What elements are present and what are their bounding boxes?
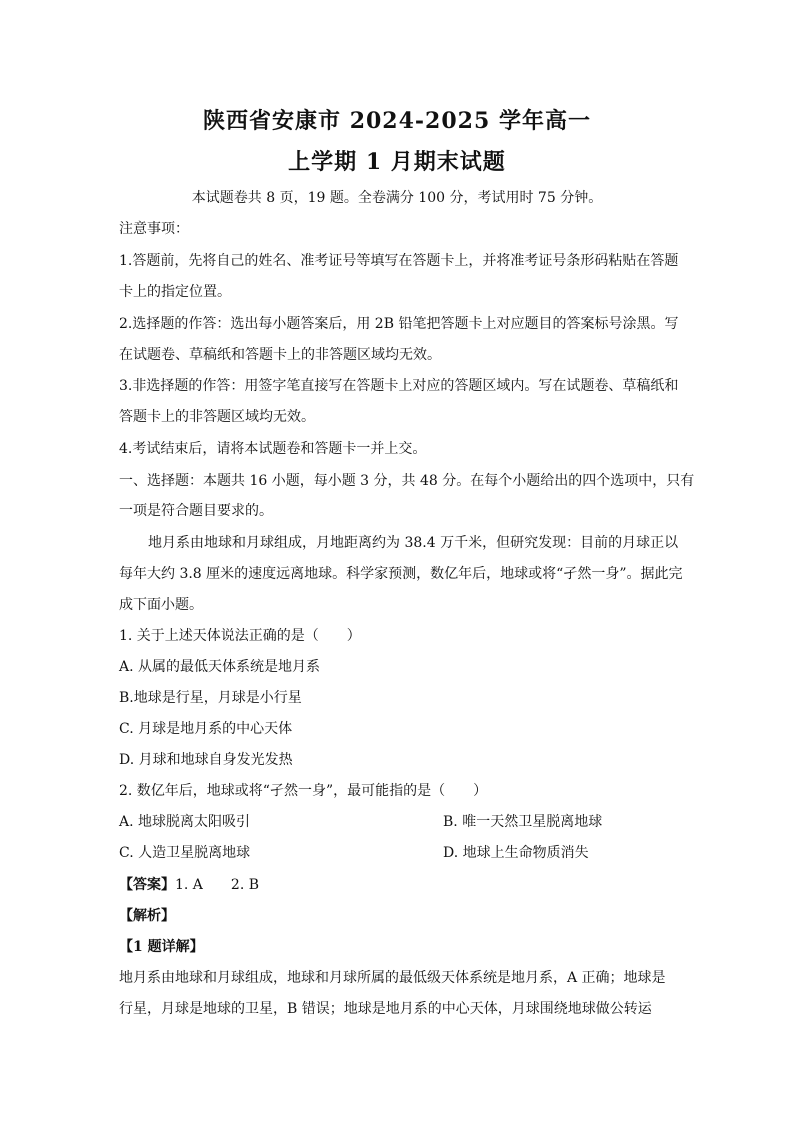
- answer-text: 1. A 2. B: [175, 877, 260, 893]
- question-1-option-c: C. 月球是地月系的中心天体: [119, 721, 293, 737]
- analysis-subheading: 【1 题详解】: [119, 939, 204, 955]
- exam-intro: 本试题卷共 8 页，19 题。全卷满分 100 分，考试用时 75 分钟。: [191, 190, 603, 206]
- question-2-option-a: A. 地球脱离太阳吸引: [119, 814, 251, 830]
- question-1-option-b: B.地球是行星，月球是小行星: [119, 690, 302, 706]
- notice-line: 1.答题前，先将自己的姓名、准考证号等填写在答题卡上，并将准考证号条形码粘贴在答题: [119, 253, 679, 269]
- passage-line: 地月系由地球和月球组成，月地距离约为 38.4 万千米，但研究发现：目前的月球正以: [148, 535, 679, 551]
- notice-line: 答题卡上的非答题区域均无效。: [119, 409, 315, 425]
- question-1-option-d: D. 月球和地球自身发光发热: [119, 752, 293, 768]
- answer-line: [119, 874, 259, 894]
- notice-line: 在试题卷、草稿纸和答题卡上的非答题区域均无效。: [119, 347, 441, 363]
- analysis-line: 行星，月球是地球的卫星，B 错误；地球是地月系的中心天体，月球围绕地球做公转运: [119, 1001, 652, 1017]
- notice-heading: 注意事项：: [119, 221, 189, 237]
- analysis-heading: 【解析】: [119, 908, 175, 924]
- passage-line: 成下面小题。: [119, 597, 203, 613]
- question-2-stem: 2. 数亿年后，地球或将“孑然一身”，最可能指的是（ ）: [119, 783, 488, 799]
- notice-line: 3.非选择题的作答：用签字笔直接写在答题卡上对应的答题区域内。写在试题卷、草稿纸和: [119, 378, 679, 394]
- question-2-option-b: B. 唯一天然卫星脱离地球: [443, 814, 603, 830]
- question-1-stem: 1. 关于上述天体说法正确的是（ ）: [119, 628, 361, 644]
- page-title-line-1: 陕西省安康市 2024-2025 学年高一: [203, 108, 591, 134]
- question-2-option-d: D. 地球上生命物质消失: [443, 845, 589, 861]
- notice-line: 2.选择题的作答：选出每小题答案后，用 2B 铅笔把答题卡上对应题目的答案标号涂黑。写: [119, 316, 679, 332]
- passage-line: 每年大约 3.8 厘米的速度远离地球。科学家预测，数亿年后，地球或将“孑然一身”。据此完: [119, 566, 683, 582]
- notice-line: 4.考试结束后，请将本试题卷和答题卡一并上交。: [119, 441, 427, 457]
- analysis-line: 地月系由地球和月球组成，地球和月球所属的最低级天体系统是地月系，A 正确；地球是: [119, 970, 666, 986]
- answer-label: 【答案】: [119, 877, 175, 893]
- question-2-option-c: C. 人造卫星脱离地球: [119, 845, 251, 861]
- section-heading: 一、选择题：本题共 16 小题，每小题 3 分，共 48 分。在每个小题给出的四个选项中，只有: [119, 473, 695, 489]
- question-1-option-a: A. 从属的最低天体系统是地月系: [119, 659, 321, 675]
- notice-line: 卡上的指定位置。: [119, 284, 231, 300]
- page-title-line-2: 上学期 1 月期末试题: [288, 149, 506, 175]
- section-heading-cont: 一项是符合题目要求的。: [119, 503, 273, 519]
